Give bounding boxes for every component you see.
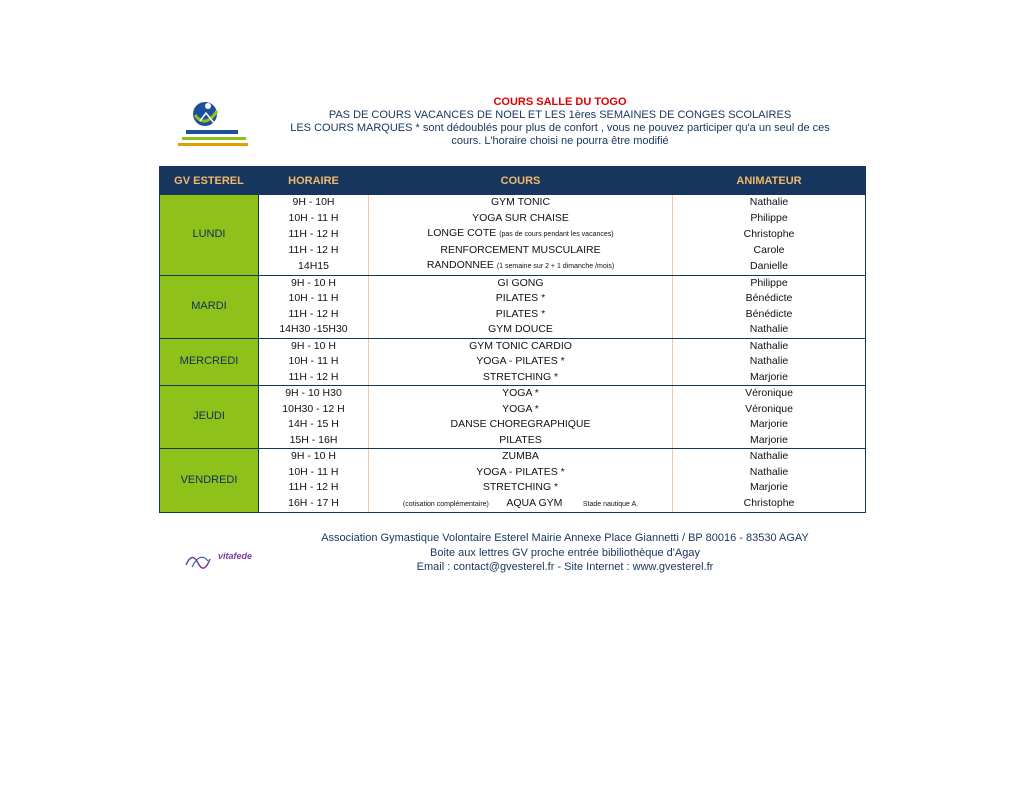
- gv-esterel-logo: [178, 97, 252, 155]
- horaire-cell: 10H - 11 H: [259, 291, 369, 307]
- cours-note: (pas de cours pendant les vacances): [499, 231, 614, 238]
- horaire-cell: 9H - 10 H: [259, 338, 369, 354]
- cours-cell: [369, 480, 673, 496]
- animateur-cell: Danielle: [673, 258, 866, 275]
- table-row: [160, 195, 866, 211]
- animateur-cell: Bénédicte: [673, 307, 866, 323]
- cours-cell: [369, 386, 673, 402]
- cours-cell: [369, 322, 673, 338]
- cours-name: AQUA GYM: [506, 496, 563, 509]
- cours-cell: [369, 417, 673, 433]
- animateur-cell: Véronique: [673, 402, 866, 418]
- cours-name: PILATES: [499, 433, 542, 446]
- animateur-cell: Christophe: [673, 496, 866, 513]
- cours-post-note: Stade nautique A.: [582, 500, 639, 508]
- cours-cell: [369, 243, 673, 259]
- table-row: [160, 370, 866, 386]
- horaire-cell: 14H30 -15H30: [259, 322, 369, 338]
- animateur-cell: Véronique: [673, 386, 866, 402]
- day-cell: MERCREDI: [160, 338, 259, 386]
- horaire-cell: 10H30 - 12 H: [259, 402, 369, 418]
- cours-cell: [369, 275, 673, 291]
- column-header-horaire: HORAIRE: [259, 167, 369, 195]
- animateur-cell: Nathalie: [673, 322, 866, 338]
- cours-name: DANSE CHOREGRAPHIQUE: [450, 418, 591, 430]
- animateur-cell: Nathalie: [673, 449, 866, 465]
- column-header-cours: COURS: [369, 167, 673, 195]
- animateur-cell: Marjorie: [673, 417, 866, 433]
- cours-name: YOGA - PILATES *: [476, 355, 565, 367]
- horaire-cell: 11H - 12 H: [259, 243, 369, 259]
- table-row: [160, 211, 866, 227]
- cours-cell: [369, 226, 673, 243]
- animateur-cell: Marjorie: [673, 480, 866, 496]
- animateur-cell: Nathalie: [673, 195, 866, 211]
- horaire-cell: 9H - 10 H30: [259, 386, 369, 402]
- horaire-cell: 11H - 12 H: [259, 226, 369, 243]
- cours-name: ZUMBA: [502, 450, 539, 462]
- horaire-cell: 10H - 11 H: [259, 211, 369, 227]
- cours-name: GYM TONIC CARDIO: [469, 339, 572, 352]
- table-row: [160, 291, 866, 307]
- cours-cell: [369, 258, 673, 275]
- cours-name: GYM DOUCE: [488, 323, 553, 335]
- horaire-cell: 15H - 16H: [259, 433, 369, 449]
- vitafede-logo-text: vitafede: [218, 551, 253, 561]
- table-row: [160, 496, 866, 513]
- cours-name: GI GONG: [497, 276, 544, 289]
- cours-cell: [369, 402, 673, 418]
- animateur-cell: Nathalie: [673, 338, 866, 354]
- animateur-cell: Nathalie: [673, 465, 866, 481]
- cours-cell: [369, 354, 673, 370]
- animateur-cell: Carole: [673, 243, 866, 259]
- cours-cell: [369, 338, 673, 354]
- cours-cell: [369, 433, 673, 449]
- cours-name: YOGA *: [502, 387, 539, 399]
- horaire-cell: 9H - 10H: [259, 195, 369, 211]
- table-row: [160, 307, 866, 323]
- table-row: [160, 258, 866, 275]
- horaire-cell: 16H - 17 H: [259, 496, 369, 513]
- cours-name: STRETCHING *: [482, 481, 559, 493]
- cours-name: YOGA SUR CHAISE: [472, 211, 569, 224]
- animateur-cell: Philippe: [673, 211, 866, 227]
- cours-name: RANDONNEE: [426, 259, 494, 271]
- day-cell: MARDI: [160, 275, 259, 338]
- horaire-cell: 11H - 12 H: [259, 307, 369, 323]
- cours-name: LONGE COTE: [427, 227, 497, 239]
- animateur-cell: Christophe: [673, 226, 866, 243]
- table-row: [160, 449, 866, 465]
- table-row: [160, 322, 866, 338]
- day-cell: VENDREDI: [160, 449, 259, 513]
- header-line-1: PAS DE COURS VACANCES DE NOEL ET LES 1ères SEMAINES DE CONGES SCOLAIRES: [328, 109, 792, 121]
- table-row: [160, 338, 866, 354]
- day-cell: JEUDI: [160, 386, 259, 449]
- table-row: [160, 402, 866, 418]
- animateur-cell: Marjorie: [673, 433, 866, 449]
- horaire-cell: 9H - 10 H: [259, 449, 369, 465]
- cours-pre-note: (cotisation complémentaire): [402, 500, 489, 508]
- cours-name: STRETCHING *: [482, 370, 559, 383]
- schedule-table: [159, 166, 866, 513]
- horaire-cell: 14H - 15 H: [259, 417, 369, 433]
- cours-cell: [369, 496, 673, 513]
- footer-contact: Email : contact@gvesterel.fr - Site Internet : www.gvesterel.fr: [416, 561, 714, 573]
- schedule-body: [160, 195, 866, 513]
- horaire-cell: 10H - 11 H: [259, 465, 369, 481]
- column-header-animateur: ANIMATEUR: [673, 167, 866, 195]
- animateur-cell: Nathalie: [673, 354, 866, 370]
- horaire-cell: 11H - 12 H: [259, 370, 369, 386]
- table-header-row: [160, 167, 866, 195]
- animateur-cell: Marjorie: [673, 370, 866, 386]
- horaire-cell: 14H15: [259, 258, 369, 275]
- footer-address: Association Gymastique Volontaire Esterel Mairie Annexe Place Giannetti / BP 80016 - 83530 AGAY: [321, 532, 809, 544]
- cours-name: PILATES *: [495, 307, 546, 320]
- cours-name: GYM TONIC: [490, 196, 551, 208]
- cours-name: RENFORCEMENT MUSCULAIRE: [440, 243, 601, 256]
- cours-cell: [369, 195, 673, 211]
- animateur-cell: Bénédicte: [673, 291, 866, 307]
- day-cell: LUNDI: [160, 195, 259, 276]
- table-row: [160, 354, 866, 370]
- page-title: COURS SALLE DU TOGO: [493, 96, 627, 108]
- horaire-cell: 11H - 12 H: [259, 480, 369, 496]
- horaire-cell: 10H - 11 H: [259, 354, 369, 370]
- table-row: [160, 243, 866, 259]
- cours-cell: [369, 211, 673, 227]
- cours-name: PILATES *: [495, 292, 546, 304]
- animateur-cell: Philippe: [673, 275, 866, 291]
- footer-mailbox: Boite aux lettres GV proche entrée bibiliothèque d'Agay: [430, 546, 700, 559]
- schedule-header: [260, 96, 860, 148]
- cours-cell: [369, 370, 673, 386]
- column-header-group: GV ESTEREL: [160, 167, 259, 195]
- header-line-2: LES COURS MARQUES * sont dédoublés pour plus de confort , vous ne pouvez participer qu'a un seul de ces: [290, 122, 830, 134]
- table-row: [160, 386, 866, 402]
- cours-cell: [369, 449, 673, 465]
- cours-cell: [369, 465, 673, 481]
- cours-cell: [369, 291, 673, 307]
- cours-note: (1 semaine sur 2 + 1 dimanche /mois): [496, 263, 615, 270]
- table-row: [160, 417, 866, 433]
- cours-name: YOGA *: [502, 402, 539, 415]
- table-row: [160, 226, 866, 243]
- table-row: [160, 275, 866, 291]
- table-row: [160, 433, 866, 449]
- table-row: [160, 480, 866, 496]
- cours-cell: [369, 307, 673, 323]
- horaire-cell: 9H - 10 H: [259, 275, 369, 291]
- vitafede-logo: [184, 545, 264, 573]
- table-row: [160, 465, 866, 481]
- header-line-3: cours. L'horaire choisi ne pourra être modifié: [451, 135, 669, 147]
- association-footer: [300, 531, 830, 575]
- cours-name: YOGA - PILATES *: [476, 465, 565, 478]
